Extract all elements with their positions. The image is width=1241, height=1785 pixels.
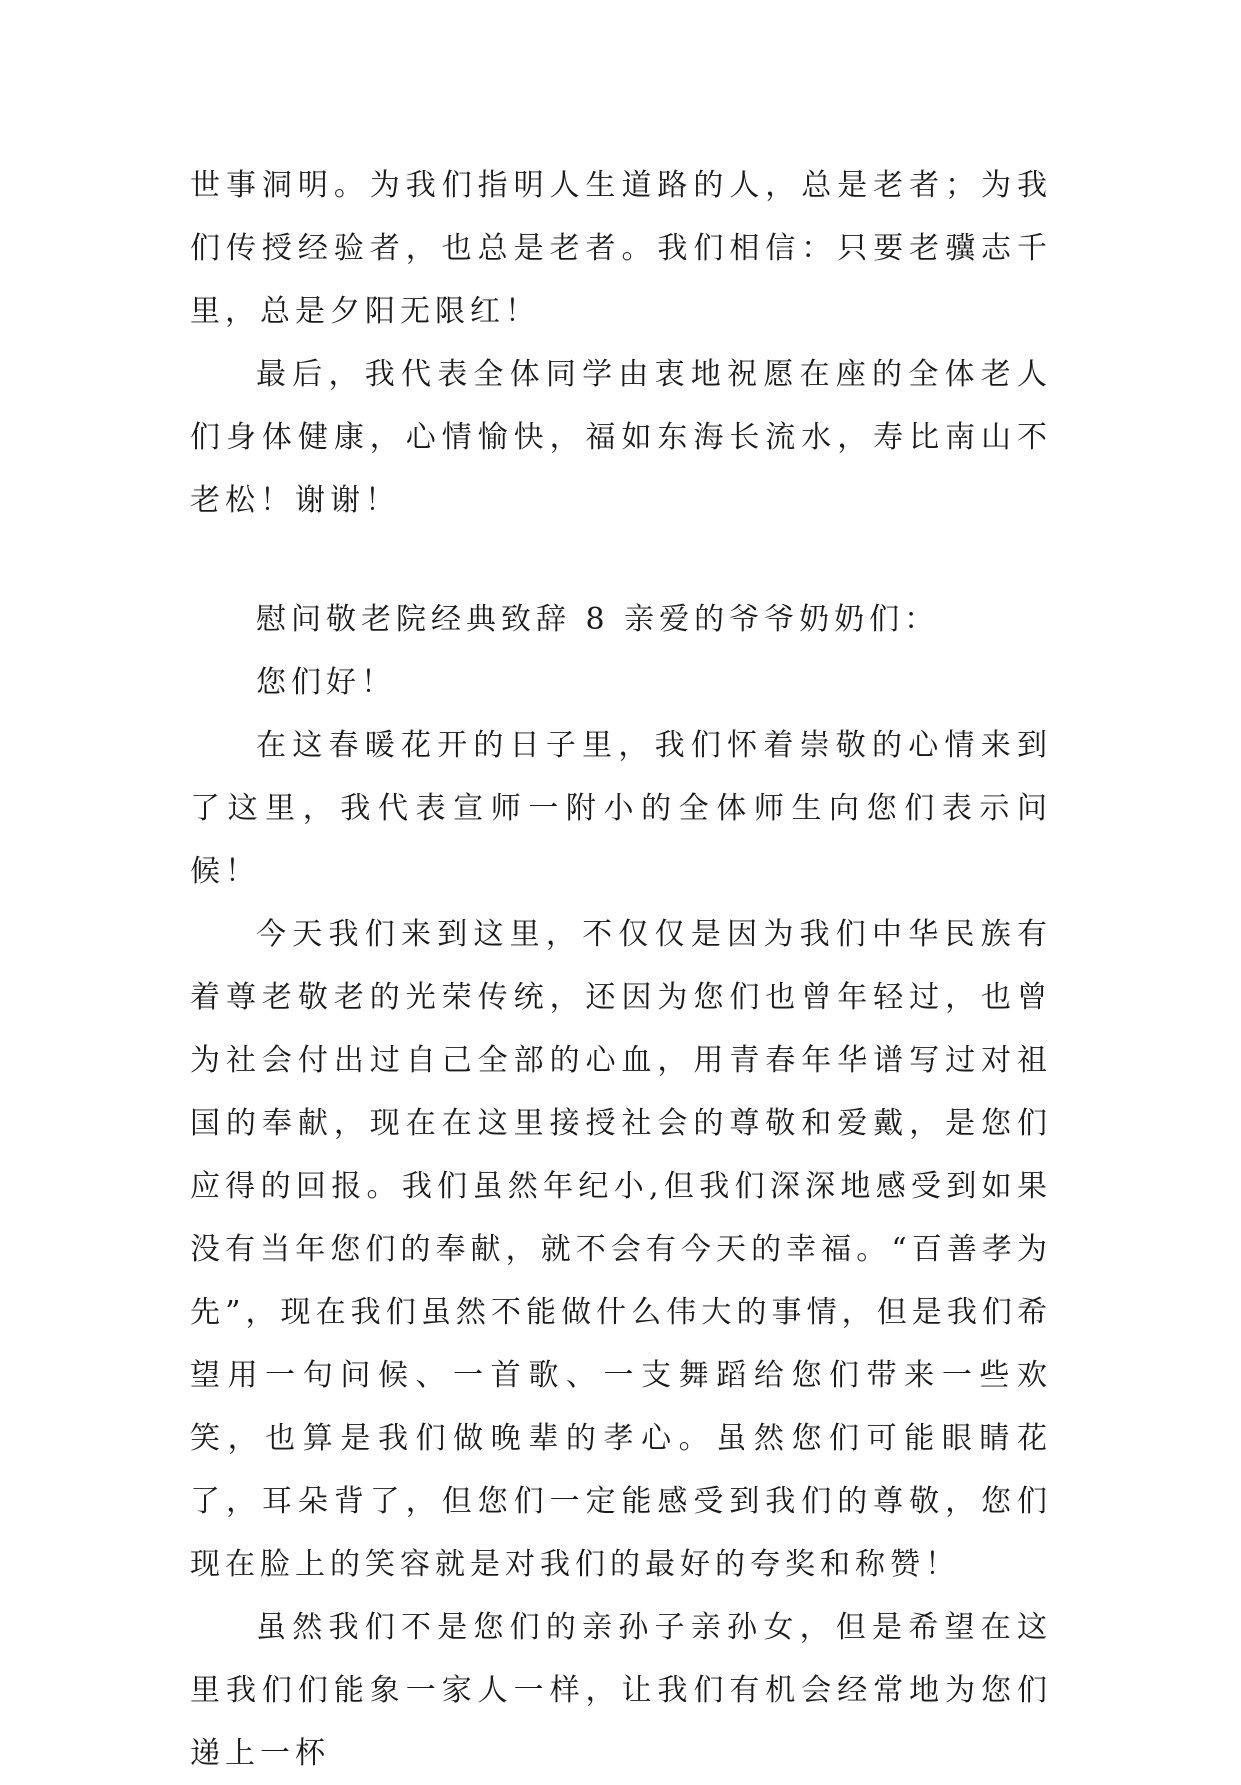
paragraph-final: 虽然我们不是您们的亲孙子亲孙女，但是希望在这里我们们能象一家人一样，让我们有机会经常地为您们递上一杯 <box>190 1610 1052 1771</box>
paragraph-main: 今天我们来到这里，不仅仅是因为我们中华民族有着尊老敬老的光荣传统，还因为您们也曾年轻过，也曾为社会付出过自己全部的心血，用青春年华谱写过对祖国的奉献，现在在这里接授社会的尊敬和爱戴，是您们应得的回报。我们虽然年纪小,但我们深深地感受到如果没有当年您们的奉献，就不会有今天的幸福。“百善孝为先”，现在我们虽然不能做什么伟大的事情，但是我们希望用一句问候、一首歌、一支舞蹈给您们带来一些欢笑，也算是我们做晚辈的孝心。虽然您们可能眼睛花了，耳朵背了，但您们一定能感受到我们的尊敬，您们现在脸上的笑容就是对我们的最好的夸奖和称赞！ <box>190 917 1052 1582</box>
paragraph-greeting: 您们好！ <box>256 665 396 700</box>
paragraph-closing-wishes: 最后，我代表全体同学由衷地祝愿在座的全体老人们身体健康，心情愉快，福如东海长流水，寿比南山不老松！谢谢！ <box>190 357 1052 518</box>
section-heading: 慰问敬老院经典致辞 8 亲爱的爷爷奶奶们： <box>256 602 940 637</box>
paragraph-continuation: 世事洞明。为我们指明人生道路的人，总是老者；为我们传授经验者，也总是老者。我们相信：只要老骥志千里，总是夕阳无限红！ <box>190 168 1052 329</box>
section-gap <box>190 532 1052 588</box>
document-body <box>190 154 1052 1785</box>
paragraph-opening: 在这春暖花开的日子里，我们怀着崇敬的心情来到了这里，我代表宣师一附小的全体师生向您们表示问候！ <box>190 728 1052 889</box>
